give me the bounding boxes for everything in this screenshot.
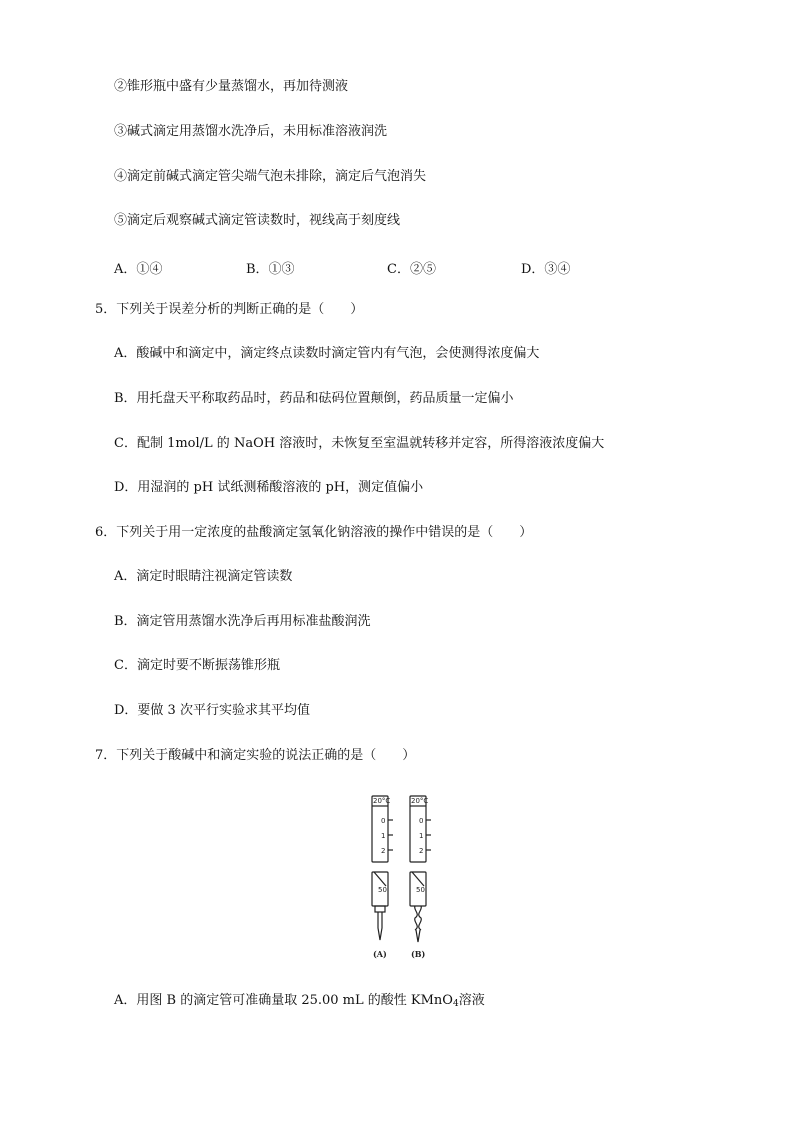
tick-a-0: 0 xyxy=(381,817,386,825)
q4-item-4: ④滴定前碱式滴定管尖端气泡未排除，滴定后气泡消失 xyxy=(114,169,427,184)
q4-option-a[interactable]: A．①④ xyxy=(114,262,163,277)
q6-option-b[interactable]: B．滴定管用蒸馏水洗净后再用标准盐酸润洗 xyxy=(114,614,371,629)
q4-option-d[interactable]: D．③④ xyxy=(521,262,571,277)
q6-stem: 6．下列关于用一定浓度的盐酸滴定氢氧化钠溶液的操作中错误的是（ ） xyxy=(95,525,533,540)
tick-b-2: 2 xyxy=(419,847,424,855)
q7-option-a-text: A．用图 B 的滴定管可准确量取 25.00 mL 的酸性 KMnO xyxy=(114,993,453,1008)
tick-b-50: 50 xyxy=(416,886,425,894)
q5-option-b[interactable]: B．用托盘天平称取药品时，药品和砝码位置颠倒，药品质量一定偏小 xyxy=(114,391,514,406)
q7-option-a-suffix: 溶液 xyxy=(458,993,485,1008)
q4-option-c[interactable]: C．②⑤ xyxy=(387,262,436,277)
burette-illustration xyxy=(364,790,436,960)
q5-option-d[interactable]: D．用湿润的 pH 试纸测稀酸溶液的 pH，测定值偏小 xyxy=(114,480,424,495)
q4-option-b[interactable]: B．①③ xyxy=(246,262,295,277)
burette-figure xyxy=(364,790,436,960)
q7-option-a-subscript: 4 xyxy=(452,999,459,1009)
temp-label-a: 20°C xyxy=(373,797,391,805)
label-a: (A) xyxy=(373,949,387,959)
burette-a-lower xyxy=(372,872,388,940)
tick-a-2: 2 xyxy=(381,847,386,855)
tick-a-1: 1 xyxy=(381,832,386,840)
q5-option-c[interactable]: C．配制 1mol/L 的 NaOH 溶液时，未恢复至室温就转移并定容，所得溶液浓度偏大 xyxy=(114,436,605,451)
q4-item-5: ⑤滴定后观察碱式滴定管读数时，视线高于刻度线 xyxy=(114,213,401,228)
q5-stem: 5．下列关于误差分析的判断正确的是（ ） xyxy=(95,302,364,317)
q6-option-a[interactable]: A．滴定时眼睛注视滴定管读数 xyxy=(114,569,293,584)
q5-option-a[interactable]: A．酸碱中和滴定中，滴定终点读数时滴定管内有气泡，会使测得浓度偏大 xyxy=(114,346,540,361)
temp-label-b: 20°C xyxy=(411,797,429,805)
q6-option-d[interactable]: D．要做 3 次平行实验求其平均值 xyxy=(114,703,310,718)
tick-b-1: 1 xyxy=(419,832,424,840)
q4-item-3: ③碱式滴定用蒸馏水洗净后，未用标准溶液润洗 xyxy=(114,124,388,139)
tick-a-50: 50 xyxy=(378,886,387,894)
q6-option-c[interactable]: C．滴定时要不断振荡锥形瓶 xyxy=(114,658,280,673)
q7-option-a[interactable] xyxy=(114,993,485,1012)
q4-options xyxy=(114,258,614,277)
label-b: (B) xyxy=(411,949,426,959)
q4-item-2: ②锥形瓶中盛有少量蒸馏水，再加待测液 xyxy=(114,79,349,94)
q7-stem: 7．下列关于酸碱中和滴定实验的说法正确的是（ ） xyxy=(95,748,416,763)
tick-b-0: 0 xyxy=(419,817,424,825)
burette-b-lower xyxy=(410,872,426,942)
